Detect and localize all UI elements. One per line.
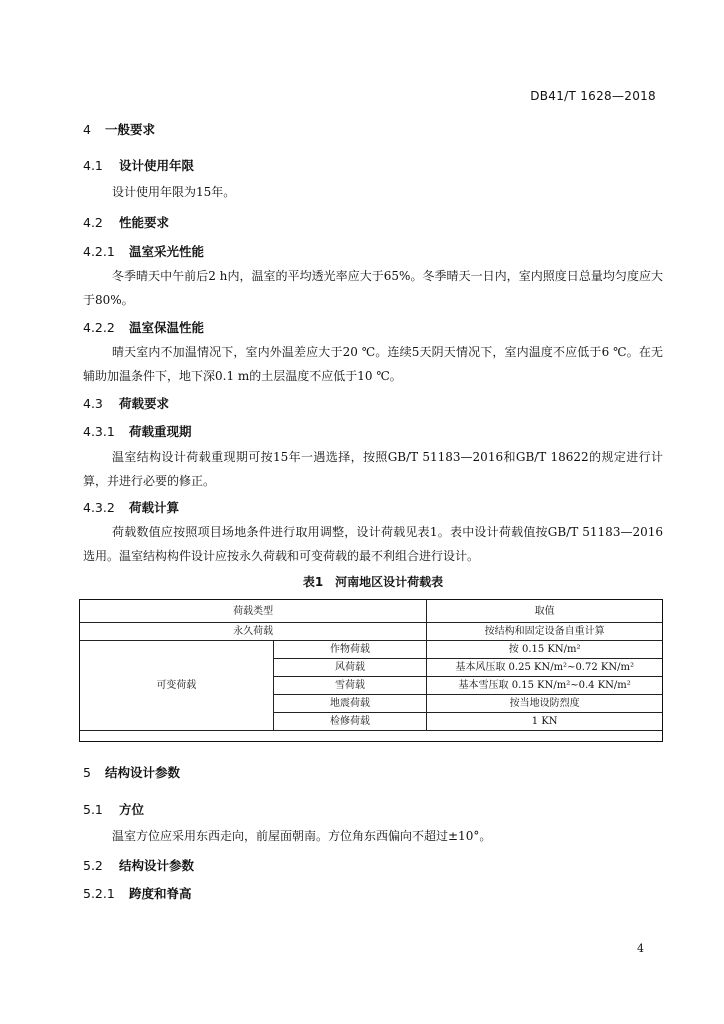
table-cell: 按当地设防烈度: [427, 695, 663, 713]
table-cell: 基本雪压取 0.15 KN/m²~0.4 KN/m²: [427, 677, 663, 695]
table-cell: 地震荷载: [273, 695, 427, 713]
section-heading: 4 一般要求: [83, 122, 156, 137]
section-heading: 5.2 结构设计参数: [83, 858, 195, 873]
table-header-type: 荷载类型: [80, 600, 427, 623]
standard-code: DB41/T 1628—2018: [530, 89, 656, 103]
table-cell: 按结构和固定设备自重计算: [427, 623, 663, 641]
table-cell: 检修荷载: [273, 713, 427, 731]
section-heading: 4.2.2 温室保温性能: [83, 320, 205, 335]
table-row: [80, 623, 663, 641]
paragraph: 冬季晴天中午前后2 h内，温室的平均透光率应大于65%。冬季晴天一日内，室内照度日总量均匀度应大于80%。: [83, 269, 663, 307]
load-table: [79, 599, 663, 731]
section-heading: 5 结构设计参数: [83, 765, 181, 780]
table-caption: 表1 河南地区设计荷载表: [302, 575, 444, 589]
section-heading: 4.1 设计使用年限: [83, 158, 195, 173]
table-header-value: 取值: [427, 600, 663, 623]
paragraph: 设计使用年限为15年。: [112, 185, 236, 199]
section-heading: 4.3.2 荷载计算: [83, 500, 180, 515]
paragraph: 荷载数值应按照项目场地条件进行取用调整，设计荷载见表1。表中设计荷载值按GB/T 51183—2016选用。温室结构构件设计应按永久荷载和可变荷载的最不利组合进行设计。: [83, 525, 663, 563]
section-heading: 4.2 性能要求: [83, 215, 170, 230]
section-heading: 5.2.1 跨度和脊高: [83, 886, 192, 901]
section-heading: 5.1 方位: [83, 802, 145, 817]
paragraph: 温室方位应采用东西走向，前屋面朝南。方位角东西偏向不超过±10°。: [112, 829, 492, 843]
table-cell: 基本风压取 0.25 KN/m²~0.72 KN/m²: [427, 659, 663, 677]
table-cell: 作物荷载: [273, 641, 427, 659]
page-number: 4: [637, 942, 644, 955]
paragraph: 温室结构设计荷载重现期可按15年一遇选择，按照GB/T 51183—2016和GB/T 18622的规定进行计算，并进行必要的修正。: [83, 450, 663, 488]
section-heading: 4.2.1 温室采光性能: [83, 244, 205, 259]
table-cell: 雪荷载: [273, 677, 427, 695]
table-cell-variable-label: 可变荷载: [80, 641, 274, 731]
section-heading: 4.3 荷载要求: [83, 396, 170, 411]
table-cell: 1 KN: [427, 713, 663, 731]
section-heading: 4.3.1 荷载重现期: [83, 424, 192, 439]
table-cell: 永久荷载: [80, 623, 427, 641]
table-cell: 风荷载: [273, 659, 427, 677]
paragraph: 晴天室内不加温情况下，室内外温差应大于20 ℃。连续5天阴天情况下，室内温度不应低于6 ℃。在无辅助加温条件下，地下深0.1 m的土层温度不应低于10 ℃。: [83, 345, 663, 383]
table-cell: 按 0.15 KN/m²: [427, 641, 663, 659]
table-header-row: [80, 600, 663, 623]
table-row: [80, 641, 663, 659]
